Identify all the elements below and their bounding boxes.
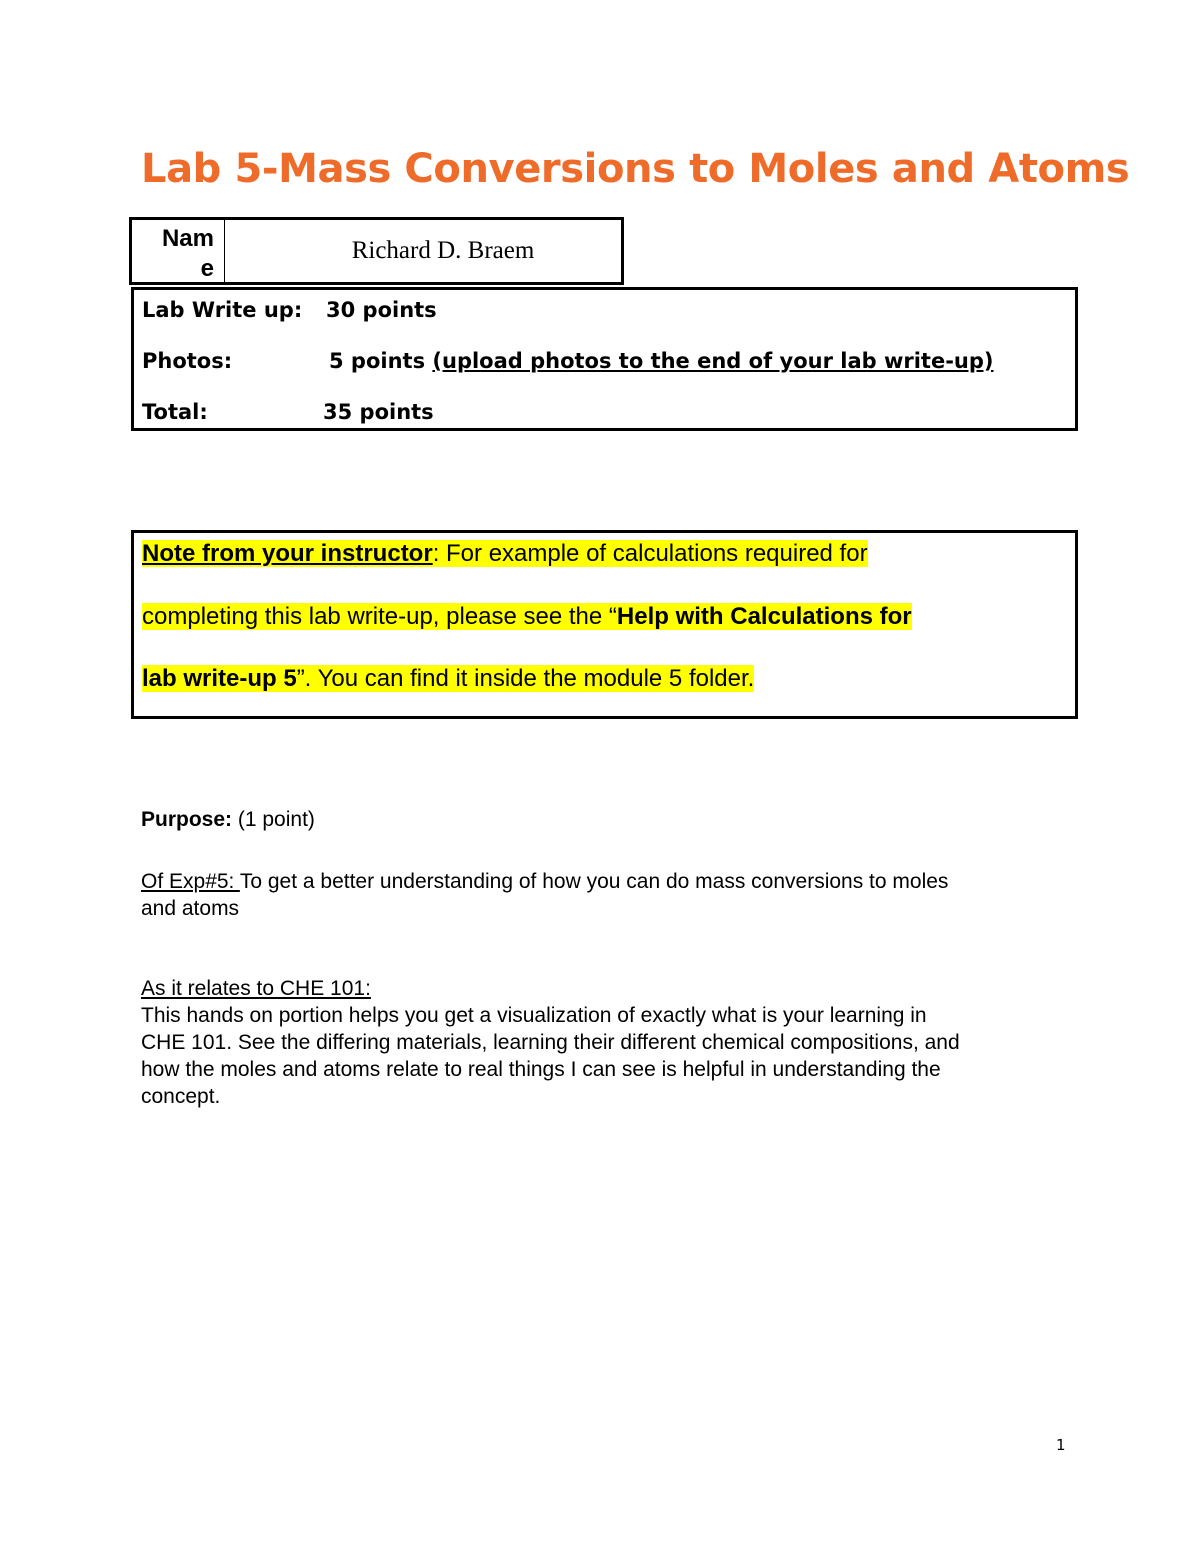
writeup-label: Lab Write up: — [142, 298, 303, 322]
relates-line2: CHE 101. See the differing materials, learning their different chemical compositions, and — [141, 1031, 960, 1054]
che-relation — [141, 975, 960, 1110]
purpose-heading — [141, 806, 315, 833]
instructor-note-box — [131, 530, 1078, 719]
exp-text-line1: To get a better understanding of how you can do mass conversions to moles — [239, 870, 949, 893]
note-line3-bold: lab write-up 5 — [142, 665, 297, 692]
total-value: 35 points — [323, 400, 434, 424]
note-line-1 — [142, 537, 868, 571]
page-title: Lab 5-Mass Conversions to Moles and Atoms — [141, 146, 1130, 192]
photos-value-row — [329, 349, 994, 373]
note-line-2 — [142, 600, 912, 634]
relates-line4: concept. — [141, 1085, 221, 1108]
writeup-value: 30 points — [326, 298, 437, 322]
photos-label: Photos: — [142, 349, 233, 373]
name-label-line1: Nam — [161, 225, 214, 252]
note-line2-bold: Help with Calculations for — [616, 603, 912, 630]
purpose-label: Purpose — [141, 808, 226, 831]
note-line-3 — [142, 662, 754, 696]
photos-value: 5 points — [329, 349, 426, 373]
total-label: Total: — [142, 400, 208, 424]
exp-label: Of Exp#5: — [141, 870, 240, 893]
purpose-colon: : — [225, 808, 233, 831]
name-label — [132, 220, 225, 282]
note-line2-plain: completing this lab write-up, please see the “ — [142, 603, 617, 630]
relates-label: As it relates to CHE 101: — [141, 977, 371, 1000]
purpose-points: (1 point) — [237, 808, 315, 831]
note-line3-rest: ”. You can find it inside the module 5 folder. — [296, 665, 755, 692]
points-box — [131, 287, 1078, 431]
page-number: 1 — [1056, 1436, 1066, 1454]
note-line1-rest: : For example of calculations required for — [432, 540, 868, 567]
name-box — [129, 217, 624, 285]
note-heading: Note from your instructor — [142, 540, 433, 567]
relates-line3: how the moles and atoms relate to real things I can see is helpful in understanding the — [141, 1058, 941, 1081]
student-name: Richard D. Braem — [351, 237, 535, 264]
exp-text-line2: and atoms — [141, 897, 240, 920]
photos-note: (upload photos to the end of your lab write-up) — [432, 349, 994, 373]
relates-line1: This hands on portion helps you get a visualization of exactly what is your learning in — [141, 1004, 927, 1027]
name-label-line2: e — [200, 255, 214, 282]
exp-purpose — [141, 868, 948, 922]
